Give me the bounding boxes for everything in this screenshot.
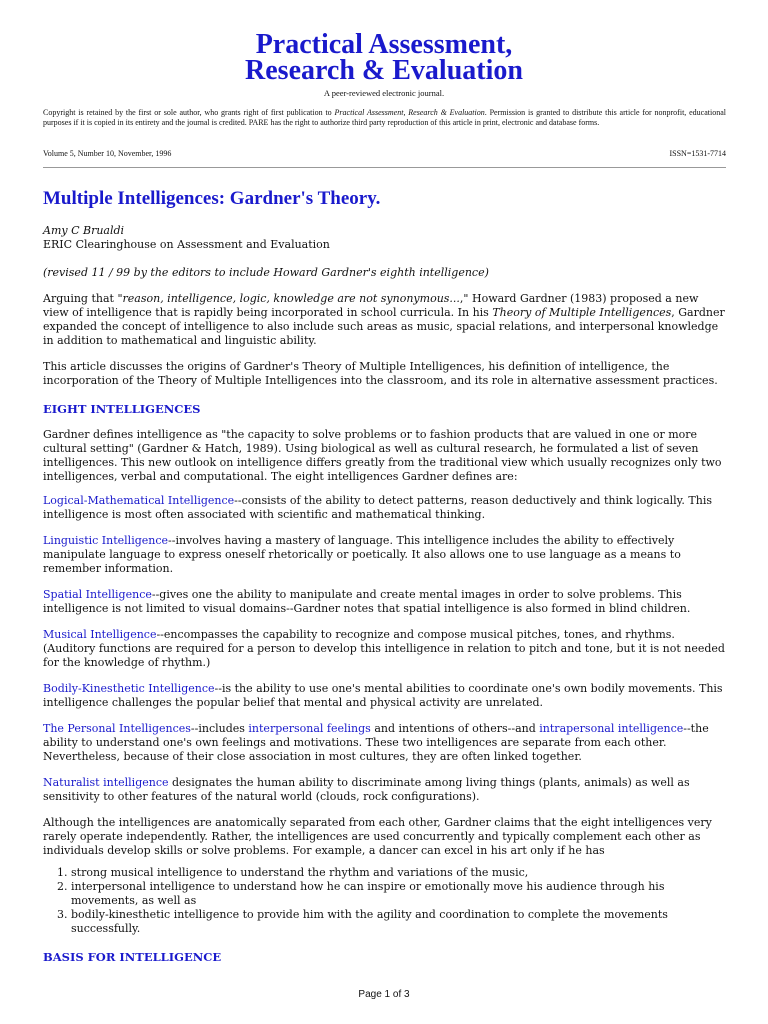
term-bodily: Bodily-Kinesthetic Intelligence	[43, 682, 215, 695]
text: designates the human ability to discriminate among living things (plants, animals) as well as sensitivity to other features of the natural world (clouds, rock configurations).	[43, 776, 690, 803]
intelligence-linguistic	[43, 534, 726, 576]
author-affiliation: ERIC Clearinghouse on Assessment and Evaluation	[43, 238, 330, 251]
term-naturalist: Naturalist intelligence	[43, 776, 169, 789]
text: --encompasses the capability to recognize and compose musical pitches, tones, and rhythms. (Auditory functions are required for a person to develop this intelligence in relation to pitch and tone, but it is not needed for the knowledge of rhythm.)	[43, 628, 725, 669]
volume-row	[43, 149, 726, 158]
text: --consists of the ability to detect patterns, reason deductively and think logically. This intelligence is most often associated with scientific and mathematical thinking.	[43, 494, 713, 521]
intelligence-personal	[43, 722, 726, 764]
volume-info: Volume 5, Number 10, November, 1996	[43, 149, 172, 158]
copyright-journal-name: Practical Assessment, Research & Evaluation	[334, 108, 485, 117]
copyright-text-a: Copyright is retained by the first or sole author, who grants right of first publication to	[43, 108, 335, 117]
paragraph-definition: Gardner defines intelligence as "the capacity to solve problems or to fashion products that are valued in one or more cultural setting" (Gardner & Hatch, 1989). Using biological as well as cultural research, he formulated a list of seven intelligences. This new outlook on intelligence differs greatly from the traditional view which usually recognizes only two intelligences, verbal and computational. The eight intelligences Gardner defines are:	[43, 428, 722, 483]
text: --the ability to understand one's own feelings and motivations. These two intelligences are separate from each other. Nevertheless, because of their close association in most cultures, they are often linked together.	[43, 722, 709, 763]
article-body	[43, 224, 726, 964]
term-logical: Logical-Mathematical Intelligence	[43, 494, 235, 507]
text: ," Howard Gardner (1983) proposed a new view of intelligence that is rapidly being incorporated in school curricula. In his	[43, 292, 699, 319]
term-linguistic: Linguistic Intelligence	[43, 534, 169, 547]
text: and intentions of others--and	[370, 722, 540, 735]
header-divider	[43, 167, 726, 168]
journal-masthead	[0, 29, 768, 86]
quote: reason, intelligence, logic, knowledge are not synonymous...	[122, 292, 460, 305]
text: --includes	[190, 722, 249, 735]
journal-title-line-1: Practical Assessment,	[255, 29, 513, 60]
copyright-notice	[43, 108, 726, 128]
revision-note: (revised 11 / 99 by the editors to include Howard Gardner's eighth intelligence)	[43, 266, 489, 279]
intelligence-spatial	[43, 588, 726, 616]
issn: ISSN=1531-7714	[669, 149, 726, 158]
term-interpersonal: interpersonal feelings	[248, 722, 371, 735]
book-title: Theory of Multiple Intelligences	[492, 306, 672, 319]
text: , Gardner expanded the concept of intelligence to also include such areas as music, spacial relations, and interpersonal knowledge in addition to mathematical and linguistic ability.	[43, 306, 725, 347]
text: --is the ability to use one's mental abilities to coordinate one's own bodily movements. This intelligence challenges the popular belief that mental and physical activity are unrelated.	[43, 682, 723, 709]
intelligence-logical	[43, 494, 726, 522]
page-number: Page 1 of 3	[358, 989, 410, 1000]
section-heading-basis: BASIS FOR INTELLIGENCE	[43, 950, 222, 964]
paragraph-overview: This article discusses the origins of Gardner's Theory of Multiple Intelligences, his definition of intelligence, the incorporation of the Theory of Multiple Intelligences into the classroom, and its role in alternative assessment practices.	[43, 360, 718, 387]
dancer-list	[43, 866, 726, 936]
section-heading-eight-intelligences: EIGHT INTELLIGENCES	[43, 402, 201, 416]
intelligence-musical	[43, 628, 726, 670]
author-name: Amy C Brualdi	[43, 224, 125, 237]
list-item: 1. strong musical intelligence to understand the rhythm and variations of the music,	[71, 866, 726, 880]
term-spatial: Spatial Intelligence	[43, 588, 152, 601]
copyright-text-b: . Permission is granted to distribute this article for nonprofit, educational purposes if it is copied in its entirety and the journal is credited. PARE has the right to authorize third party reproduction of this article in print, electronic and database forms.	[43, 108, 727, 127]
text: Arguing that "	[43, 292, 123, 305]
article-title: Multiple Intelligences: Gardner's Theory.	[43, 188, 381, 209]
paragraph-although: Although the intelligences are anatomically separated from each other, Gardner claims that the eight intelligences very rarely operate independently. Rather, the intelligences are used concurrently and typically complement each other as individuals develop skills or solve problems. For example, a dancer can excel in his art only if he has	[43, 816, 712, 857]
paragraph-intro	[43, 292, 726, 348]
journal-title-line-2: Research & Evaluation	[245, 55, 523, 86]
journal-tagline: A peer-reviewed electronic journal.	[323, 88, 445, 98]
text: --gives one the ability to manipulate and create mental images in order to solve problems. This intelligence is not limited to visual domains--Gardner notes that spatial intelligence is also formed in blind children.	[43, 588, 691, 615]
intelligence-naturalist	[43, 776, 726, 804]
term-intrapersonal: intrapersonal intelligence	[539, 722, 684, 735]
intelligence-bodily	[43, 682, 726, 710]
term-personal: The Personal Intelligences	[43, 722, 191, 735]
text: --involves having a mastery of language. This intelligence includes the ability to effectively manipulate language to express oneself rhetorically or poetically. It also allows one to use language as a means to remember information.	[43, 534, 681, 575]
list-item: 3. bodily-kinesthetic intelligence to provide him with the agility and coordination to complete the movements successfully.	[71, 908, 726, 936]
list-item: 2. interpersonal intelligence to understand how he can inspire or emotionally move his audience through his movements, as well as	[71, 880, 726, 908]
term-musical: Musical Intelligence	[43, 628, 157, 641]
